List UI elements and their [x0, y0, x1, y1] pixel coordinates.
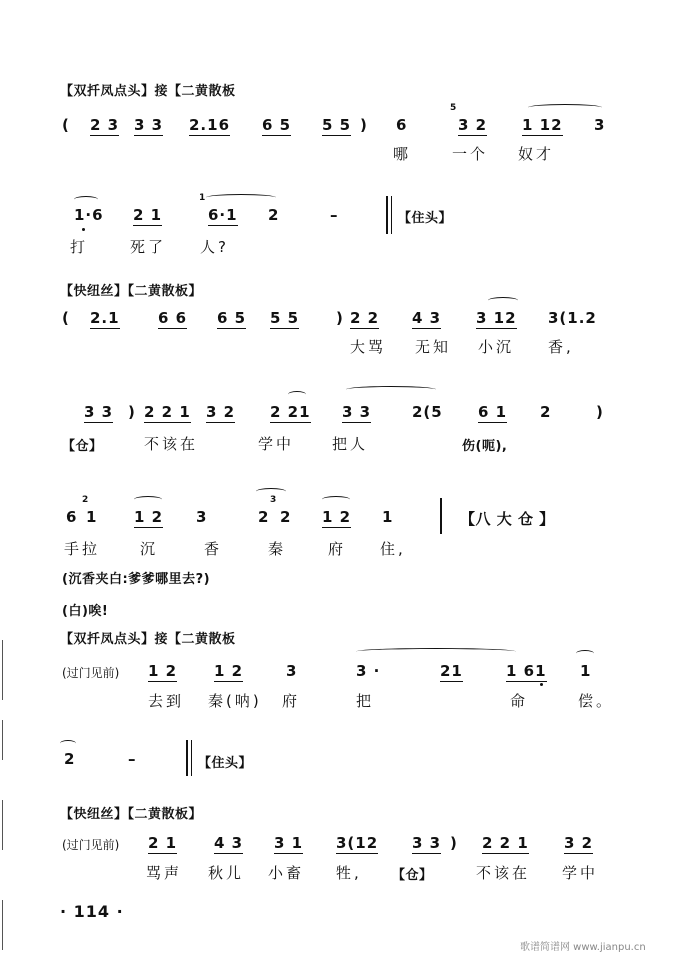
- section-header: 【双扦凤点头】接【二黄散板: [60, 84, 236, 99]
- lyric: 大骂: [350, 338, 387, 356]
- note: 6·1: [208, 206, 238, 224]
- slur: [488, 297, 518, 304]
- lyric: 香,: [548, 338, 574, 356]
- barline: [186, 740, 188, 776]
- note: 3 2: [458, 116, 488, 134]
- note: 3 3: [84, 403, 114, 421]
- note: 4 3: [412, 309, 442, 327]
- note: 1: [86, 508, 98, 526]
- note: 2: [64, 750, 76, 768]
- page-number: · 114 ·: [60, 902, 124, 921]
- slur: [74, 196, 98, 203]
- percussion-marker: 【仓】: [62, 439, 103, 454]
- lyric: 不该在: [476, 864, 531, 882]
- interlude-note: (过门见前): [62, 666, 120, 680]
- note: ): [360, 116, 368, 134]
- note: 2 21: [270, 403, 311, 421]
- lyric: 去到: [148, 692, 185, 710]
- note: –: [128, 750, 137, 768]
- percussion-marker: 伤(呃),: [462, 439, 508, 454]
- note: 1 2: [148, 662, 178, 680]
- scan-edge-mark: [2, 640, 3, 700]
- slur: [60, 740, 76, 747]
- note: 3 3: [134, 116, 164, 134]
- lyric: 把: [356, 692, 375, 710]
- lyric: 小沉: [478, 338, 515, 356]
- section-header: 【快纽丝】【二黄散板】: [60, 807, 203, 822]
- octave-dot: [82, 228, 85, 231]
- slur: [346, 386, 436, 393]
- note: 6 6: [158, 309, 188, 327]
- note: 1: [580, 662, 592, 680]
- note: 2(5: [412, 403, 443, 421]
- note: 2.1: [90, 309, 120, 327]
- note: 2 1: [148, 834, 178, 852]
- note: 2 2 1: [144, 403, 191, 421]
- spoken-line: (白)唉!: [62, 604, 109, 619]
- section-header: 【快纽丝】【二黄散板】: [60, 284, 203, 299]
- lyric: 手拉: [64, 540, 101, 558]
- lyric: 沉: [140, 540, 159, 558]
- percussion-marker: 【仓】: [392, 868, 433, 883]
- note: 1·6: [74, 206, 104, 224]
- slur: [288, 391, 306, 398]
- note: 2 2: [350, 309, 380, 327]
- percussion-marker: 【八 大 仓 】: [460, 510, 555, 528]
- grace-note: 3: [270, 495, 277, 505]
- lyric: 秦(呐): [208, 692, 262, 710]
- slur: [206, 194, 276, 201]
- note: ): [128, 403, 136, 421]
- scan-edge-mark: [2, 720, 3, 760]
- note: 2.16: [189, 116, 231, 134]
- note: 4 3: [214, 834, 244, 852]
- note: 5 5: [270, 309, 300, 327]
- note: 21: [440, 662, 463, 680]
- scan-edge-mark: [2, 800, 3, 850]
- note: 3(1.2: [548, 309, 597, 327]
- lyric: 不该在: [144, 435, 199, 453]
- slur: [256, 488, 286, 495]
- lyric: 哪: [393, 145, 412, 163]
- lyric: 命: [510, 692, 529, 710]
- note: 1 2: [322, 508, 352, 526]
- barline: [191, 740, 192, 776]
- section-header: 【双扦凤点头】接【二黄散板: [60, 632, 236, 647]
- slur: [356, 648, 516, 655]
- note: ): [336, 309, 344, 327]
- note: 2: [258, 508, 270, 526]
- note: 3: [196, 508, 208, 526]
- octave-dot: [540, 683, 543, 686]
- note: 6: [66, 508, 78, 526]
- lyric: 打: [70, 238, 89, 256]
- note: 3 3: [342, 403, 372, 421]
- lyric: 死了: [130, 238, 167, 256]
- scan-edge-mark: [2, 900, 3, 950]
- note: –: [330, 206, 339, 224]
- note: 1 2: [134, 508, 164, 526]
- lyric: 府: [328, 540, 347, 558]
- note: 1 61: [506, 662, 547, 680]
- note: 2: [280, 508, 292, 526]
- slur: [528, 104, 602, 111]
- lyric: 学中: [562, 864, 599, 882]
- lyric: 人?: [200, 238, 229, 256]
- watermark: 歌谱简谱网 www.jianpu.cn: [520, 942, 646, 953]
- slur: [134, 496, 162, 503]
- grace-note: 1: [199, 193, 206, 203]
- note: 3: [286, 662, 298, 680]
- note: 3 3: [412, 834, 442, 852]
- note: 1 12: [522, 116, 563, 134]
- note: ): [596, 403, 604, 421]
- lyric: 住,: [380, 540, 406, 558]
- lyric: 一个: [452, 145, 489, 163]
- note: 3 12: [476, 309, 517, 327]
- note: 6 5: [262, 116, 292, 134]
- lyric: 府: [282, 692, 301, 710]
- note: (: [62, 116, 70, 134]
- lyric: 偿。: [578, 692, 615, 710]
- note: 6: [396, 116, 408, 134]
- note: 6 1: [478, 403, 508, 421]
- interlude-note: (过门见前): [62, 838, 120, 852]
- lyric: 无知: [415, 338, 452, 356]
- note: 2 2 1: [482, 834, 529, 852]
- lyric: 秦: [268, 540, 287, 558]
- lyric: 香: [204, 540, 223, 558]
- barline: [386, 196, 388, 234]
- note: 5 5: [322, 116, 352, 134]
- note: (: [62, 309, 70, 327]
- note: 2: [268, 206, 280, 224]
- slur: [322, 496, 350, 503]
- note: 3: [594, 116, 606, 134]
- lyric: 奴才: [518, 145, 555, 163]
- note: 1 2: [214, 662, 244, 680]
- lyric: 小畜: [268, 864, 305, 882]
- note: 2: [540, 403, 552, 421]
- lyric: 骂声: [146, 864, 183, 882]
- slur: [576, 650, 594, 657]
- note: 3 2: [206, 403, 236, 421]
- lyric: 把人: [332, 435, 369, 453]
- grace-note: 2: [82, 495, 89, 505]
- barline: [440, 498, 442, 534]
- barline: [391, 196, 392, 234]
- note: ): [450, 834, 458, 852]
- lyric: 学中: [258, 435, 295, 453]
- note: 3 2: [564, 834, 594, 852]
- percussion-marker: 【住头】: [198, 756, 253, 771]
- grace-note: 5: [450, 103, 457, 113]
- note: 3(12: [336, 834, 379, 852]
- note: 6 5: [217, 309, 247, 327]
- note: 2 3: [90, 116, 120, 134]
- lyric: 秋儿: [208, 864, 245, 882]
- note: 2 1: [133, 206, 163, 224]
- note: 3 ·: [356, 662, 381, 680]
- note: 1: [382, 508, 394, 526]
- spoken-line: (沉香夹白:爹爹哪里去?): [62, 572, 211, 587]
- lyric: 牲,: [336, 864, 362, 882]
- percussion-marker: 【住头】: [398, 211, 453, 226]
- note: 3 1: [274, 834, 304, 852]
